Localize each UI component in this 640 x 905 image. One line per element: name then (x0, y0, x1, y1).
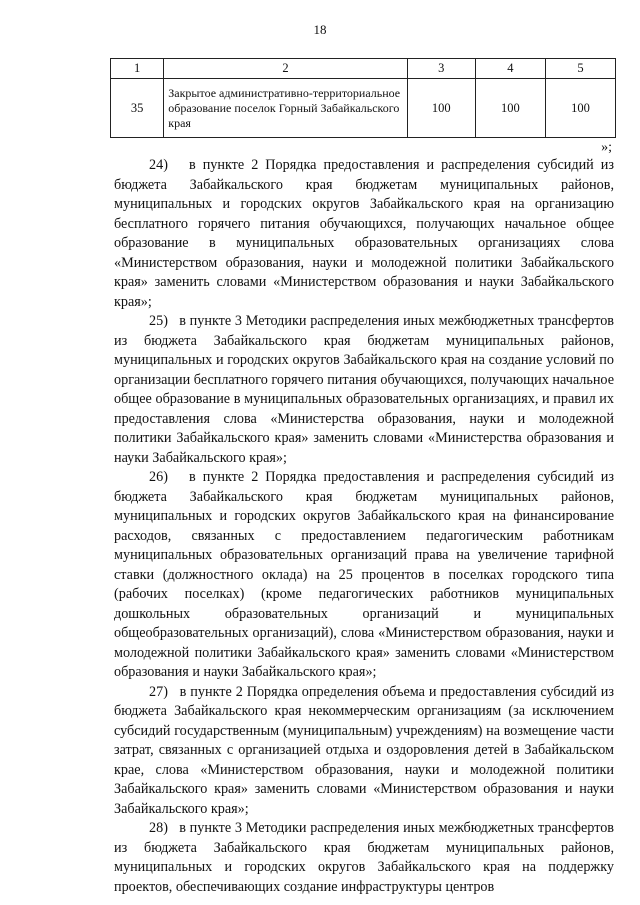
table-header-row (111, 59, 616, 79)
data-table (110, 58, 616, 138)
row-name-cell: Закрытое административно-территориальное образование поселок Горный Забайкальского края (164, 79, 407, 138)
paragraph-26: 26) в пункте 2 Порядка предоставления и распределения субсидий из бюджета Забайкальского края бюджетам муниципальных районов, муниципальных и городских округов Забайкальского края на финансирование расходов, связанных с предоставлением педагогическим работникам муниципальных образовательных организаций права на увеличение тарифной ставки (должностного оклада) на 25 процентов в поселках городского типа (рабочих поселках) (кроме педагогических работников муниципальных дошкольных образовательных организаций и муниципальных общеобразовательных организаций), слова «Министерством образования, науки и молодежной политики Забайкальского края» заменить словами «Министерством образования и науки Забайкальского края»; (114, 469, 614, 680)
paragraph-24: 24) в пункте 2 Порядка предоставления и распределения субсидий из бюджета Забайкальского края бюджетам муниципальных районов, муниципальных и городских округов Забайкальского края на организацию бесплатного горячего питания обучающихся, получающих начальное общее образование в муниципальных образовательных организациях слова «Министерством образования, науки и молодежной политики Забайкальского края» заменить словами «Министерством образования и науки Забайкальского края»; (114, 157, 614, 310)
page-number: 18 (313, 22, 327, 37)
row-value-cell: 100 (475, 79, 545, 138)
table-header-cell: 5 (545, 59, 615, 79)
table-header-cell: 1 (111, 59, 164, 79)
paragraph-25: 25) в пункте 3 Методики распределения иных межбюджетных трансфертов из бюджета Забайкальского края бюджетам муниципальных районов, муниципальных и городских округов Забайкальского края на создание условий по организации бесплатного горячего питания обучающихся, получающих начальное общее образование в муниципальных образовательных организациях, и правил их предоставления слова «Министерства образования, науки и молодежной политики Забайкальского края» заменить словами «Министерства образования и науки Забайкальского края»; (114, 313, 614, 466)
row-value-cell: 100 (407, 79, 475, 138)
row-value-cell: 100 (545, 79, 615, 138)
row-number-cell: 35 (111, 79, 164, 138)
table-header-cell: 4 (475, 59, 545, 79)
table-header-cell: 2 (164, 59, 407, 79)
paragraph-28: 28) в пункте 3 Методики распределения иных межбюджетных трансфертов из бюджета Забайкальского края бюджетам муниципальных районов, муниципальных и городских округов Забайкальского края на поддержку проектов, обеспечивающих создание инфраструктуры центров (114, 820, 614, 895)
paragraph-27: 27) в пункте 2 Порядка определения объема и предоставления субсидий из бюджета Забайкальского края некоммерческим организациям (за исключением субсидий государственным (муниципальным) учреждениям) на возмещение части затрат, связанных с организацией отдыха и оздоровления детей в Забайкальском крае, слова «Министерством образования, науки и молодежной политики Забайкальского края» заменить словами «Министерством образования и науки Забайкальского края»; (114, 683, 614, 817)
table-row (111, 79, 616, 138)
table-header-cell: 3 (407, 59, 475, 79)
closing-quote-mark: »; (601, 140, 612, 155)
document-body (114, 156, 614, 897)
